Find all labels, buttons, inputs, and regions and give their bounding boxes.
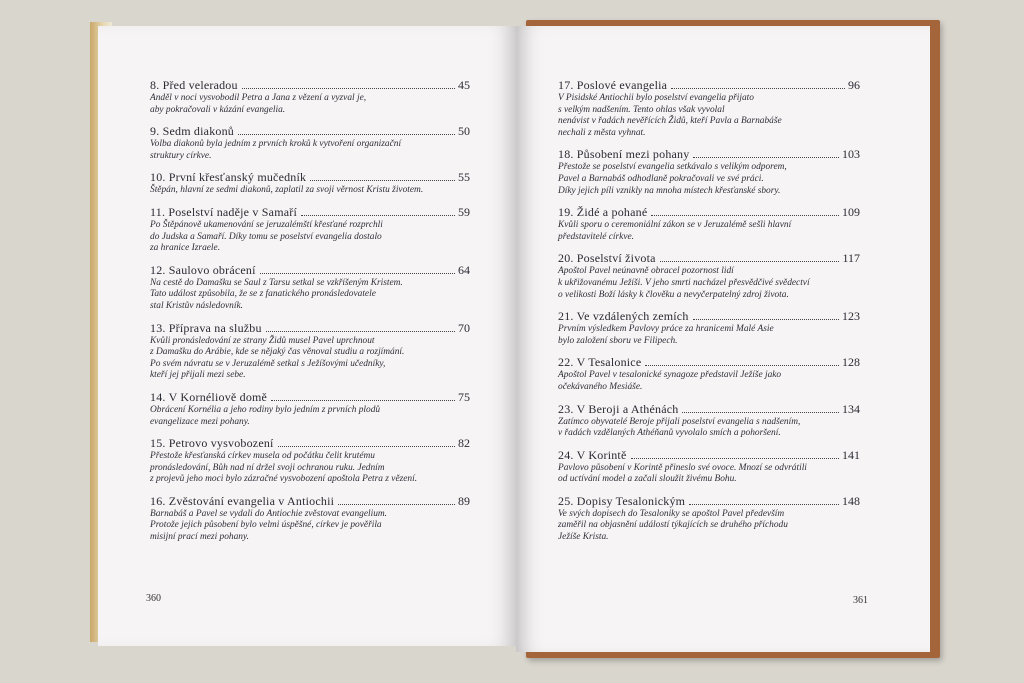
toc-entry-heading bbox=[150, 321, 470, 335]
chapter-page-number: 123 bbox=[842, 309, 860, 324]
chapter-page-number: 89 bbox=[458, 493, 470, 508]
toc-entry-heading bbox=[558, 494, 860, 508]
chapter-title: 17. Poslové evangelia bbox=[558, 78, 668, 92]
summary-line: kteří jej přijali mezi sebe. bbox=[150, 370, 246, 381]
chapter-title: 25. Dopisy Tesalonickým bbox=[558, 493, 686, 508]
chapter-summary bbox=[558, 162, 860, 197]
toc-entry-heading bbox=[150, 124, 470, 138]
dot-leader bbox=[689, 504, 839, 505]
summary-line: Po svém návratu se v Jeruzalémě setkal s Ježíšovými učedníky, bbox=[150, 358, 386, 369]
toc-entry bbox=[150, 494, 470, 544]
summary-line: V Pisidské Antiochii bylo poselství evangelia přijato bbox=[558, 93, 754, 103]
chapter-page-number: 96 bbox=[848, 78, 860, 92]
summary-line: s velkým nadšením. Tento ohlas však vyvolal bbox=[558, 104, 725, 115]
chapter-page-number: 148 bbox=[842, 493, 860, 508]
chapter-title: 23. V Beroji a Athénách bbox=[558, 401, 679, 416]
chapter-summary bbox=[150, 451, 470, 486]
summary-line: Volba diakonů byla jedním z prvních kroků k vytvoření organizační bbox=[150, 139, 402, 150]
summary-line: k ukřižovanému Ježíši. V jeho smrti nacházel přesvědčivé svědectví bbox=[558, 277, 810, 288]
chapter-title: 21. Ve vzdálených zemích bbox=[558, 309, 689, 324]
summary-line: od uctívání model a začali sloužit živému Bohu. bbox=[558, 474, 737, 485]
chapter-summary bbox=[150, 93, 470, 116]
summary-line: Ve svých dopisech do Tesaloniky se apoštol Pavel především bbox=[558, 508, 785, 519]
dot-leader bbox=[660, 261, 840, 262]
dot-leader bbox=[671, 88, 845, 89]
summary-line: Tato událost způsobila, že se z fanatického pronásledovatele bbox=[150, 289, 376, 300]
toc-entry bbox=[558, 251, 860, 301]
chapter-page-number: 45 bbox=[458, 78, 470, 92]
toc-entry bbox=[150, 205, 470, 255]
chapter-summary bbox=[150, 278, 470, 313]
chapter-summary bbox=[558, 509, 860, 544]
toc-entry-heading bbox=[150, 436, 470, 450]
summary-line: stal Kristův následovník. bbox=[150, 300, 243, 311]
summary-line: z Damašku do Arábie, kde se nějaký čas věnoval studiu a rozjímání. bbox=[150, 347, 405, 358]
toc-entry-heading bbox=[150, 263, 470, 277]
summary-line: struktury církve. bbox=[150, 150, 212, 161]
chapter-title: 19. Židé a pohané bbox=[558, 205, 648, 220]
chapter-summary bbox=[150, 336, 470, 382]
chapter-page-number: 50 bbox=[458, 124, 470, 139]
toc-entry bbox=[558, 78, 860, 139]
chapter-title: 11. Poselství naděje v Samaří bbox=[150, 204, 297, 219]
toc-entry bbox=[150, 436, 470, 486]
chapter-page-number: 59 bbox=[458, 204, 470, 219]
chapter-summary bbox=[558, 220, 860, 243]
chapter-title: 16. Zvěstování evangelia v Antiochii bbox=[150, 493, 335, 508]
dot-leader bbox=[266, 331, 455, 332]
chapter-summary bbox=[150, 509, 470, 544]
page-number-right: 361 bbox=[853, 595, 868, 606]
summary-line: Obrácení Kornélia a jeho rodiny bylo jedním z prvních plodů bbox=[150, 404, 381, 415]
dot-leader bbox=[338, 504, 455, 505]
chapter-title: 14. V Kornéliově domě bbox=[150, 389, 268, 404]
dot-leader bbox=[271, 400, 455, 401]
chapter-title: 15. Petrovo vysvobození bbox=[150, 436, 274, 451]
chapter-page-number: 117 bbox=[842, 251, 860, 266]
toc-entry bbox=[558, 402, 860, 440]
toc-list-right bbox=[558, 78, 860, 544]
toc-entry bbox=[150, 390, 470, 428]
summary-line: Pavel a Barnabáš odhodlaně pokračovali ve své práci. bbox=[558, 173, 764, 184]
summary-line: Na cestě do Damašku se Saul z Tarsu setkal se vzkříšeným Kristem. bbox=[150, 277, 403, 288]
chapter-page-number: 75 bbox=[458, 389, 470, 404]
toc-entry-heading bbox=[558, 355, 860, 369]
summary-line: Štěpán, hlavní ze sedmi diakonů, zaplatil za svoji věrnost Kristu životem. bbox=[150, 185, 424, 196]
summary-line: očekávaného Mesiáše. bbox=[558, 381, 643, 392]
chapter-page-number: 103 bbox=[842, 147, 860, 162]
summary-line: o velikosti Boží lásky k člověku a nevyčerpatelný zdroj života. bbox=[558, 289, 789, 300]
summary-line: Zatímco obyvatelé Beroje přijali poselství evangelia s nadšením, bbox=[558, 416, 801, 427]
dot-leader bbox=[260, 273, 455, 274]
summary-line: Kvůli pronásledování ze strany Židů musel Pavel uprchnout bbox=[150, 335, 375, 346]
summary-line: Apoštol Pavel v tesalonické synagoze představil Ježíše jako bbox=[558, 370, 782, 381]
chapter-page-number: 70 bbox=[458, 320, 470, 335]
summary-line: Díky jejich píli vznikly na mnoha místech křesťanské sbory. bbox=[558, 185, 781, 196]
summary-line: Přestože se poselství evangelia setkávalo s velikým odporem, bbox=[558, 162, 787, 173]
dot-leader bbox=[278, 446, 455, 447]
chapter-summary bbox=[558, 324, 860, 347]
dot-leader bbox=[238, 134, 455, 135]
toc-entry bbox=[150, 124, 470, 162]
chapter-title: 8. Před veleradou bbox=[150, 78, 238, 92]
chapter-page-number: 109 bbox=[842, 205, 860, 220]
summary-line: Anděl v noci vysvobodil Petra a Jana z vězení a vyzval je, bbox=[150, 93, 367, 103]
page-number-left: 360 bbox=[146, 593, 161, 604]
chapter-page-number: 55 bbox=[458, 170, 470, 185]
chapter-title: 18. Působení mezi pohany bbox=[558, 147, 690, 162]
dot-leader bbox=[645, 365, 839, 366]
chapter-page-number: 141 bbox=[842, 447, 860, 462]
chapter-summary bbox=[150, 405, 470, 428]
toc-entry-heading bbox=[558, 205, 860, 219]
toc-entry-heading bbox=[150, 78, 470, 92]
dot-leader bbox=[651, 215, 839, 216]
summary-line: pronásledování, Bůh nad ní držel svoji ochranou ruku. Jedním bbox=[150, 462, 385, 473]
summary-line: Kvůli sporu o ceremoniální zákon se v Jeruzalémě sešli hlavní bbox=[558, 220, 792, 231]
chapter-title: 10. První křesťanský mučedník bbox=[150, 170, 307, 185]
summary-line: bylo založení sboru ve Filipech. bbox=[558, 335, 678, 346]
chapter-summary bbox=[558, 463, 860, 486]
dot-leader bbox=[301, 215, 455, 216]
summary-line: Apoštol Pavel neúnavně obracel pozornost lidí bbox=[558, 266, 734, 277]
summary-line: Přestože křesťanská církev musela od počátku čelit krutému bbox=[150, 451, 375, 462]
chapter-page-number: 82 bbox=[458, 436, 470, 451]
summary-line: aby pokračovali v kázání evangelia. bbox=[150, 104, 286, 115]
chapter-title: 24. V Korintě bbox=[558, 447, 627, 462]
toc-entry bbox=[150, 170, 470, 197]
summary-line: Pavlovo působení v Korintě přineslo své ovoce. Mnozí se odvrátili bbox=[558, 462, 807, 473]
chapter-title: 22. V Tesalonice bbox=[558, 355, 642, 370]
summary-line: nechali z města vyhnat. bbox=[558, 127, 646, 138]
chapter-title: 13. Příprava na službu bbox=[150, 320, 262, 335]
toc-entry bbox=[558, 355, 860, 393]
toc-entry bbox=[558, 494, 860, 544]
toc-entry bbox=[558, 205, 860, 243]
toc-entry bbox=[558, 147, 860, 197]
toc-entry-heading bbox=[558, 78, 860, 92]
toc-entry-heading bbox=[558, 448, 860, 462]
toc-entry-heading bbox=[558, 251, 860, 265]
summary-line: misijní prací mezi pohany. bbox=[150, 532, 249, 543]
summary-line: v řadách vzdělaných Athéňanů vyvolalo smích a pohoršení. bbox=[558, 428, 781, 439]
summary-line: do Judska a Samaří. Díky tomu se poselství evangelia dostalo bbox=[150, 231, 382, 242]
summary-line: Ježíše Krista. bbox=[558, 532, 609, 543]
toc-list-left bbox=[150, 78, 470, 544]
dot-leader bbox=[631, 458, 840, 459]
summary-line: představitelé církve. bbox=[558, 231, 635, 242]
chapter-page-number: 64 bbox=[458, 262, 470, 277]
summary-line: Prvním výsledkem Pavlovy práce za hranicemi Malé Asie bbox=[558, 324, 774, 335]
summary-line: nenávist v řadách nevěřících Židů, kteří Pavla a Barnabáše bbox=[558, 116, 782, 127]
dot-leader bbox=[682, 412, 839, 413]
toc-entry bbox=[150, 321, 470, 382]
chapter-summary bbox=[150, 220, 470, 255]
toc-entry-heading bbox=[150, 170, 470, 184]
summary-line: z projevů jeho moci bylo zázračné vysvobození apoštola Petra z vězení. bbox=[150, 474, 418, 485]
right-page bbox=[516, 26, 930, 652]
chapter-summary bbox=[558, 93, 860, 139]
summary-line: Protože jejich působení bylo velmi úspěšné, církev je pověřila bbox=[150, 520, 382, 531]
toc-entry-heading bbox=[150, 390, 470, 404]
chapter-title: 12. Saulovo obrácení bbox=[150, 262, 256, 277]
chapter-summary bbox=[558, 370, 860, 393]
chapter-page-number: 128 bbox=[842, 355, 860, 370]
summary-line: zaměřil na objasnění událostí týkajících se druhého příchodu bbox=[558, 520, 788, 531]
toc-entry-heading bbox=[558, 309, 860, 323]
toc-entry bbox=[150, 263, 470, 313]
summary-line: za hranice Izraele. bbox=[150, 243, 221, 254]
toc-entry bbox=[558, 309, 860, 347]
chapter-title: 9. Sedm diakonů bbox=[150, 124, 234, 139]
toc-entry-heading bbox=[150, 494, 470, 508]
left-page bbox=[98, 26, 516, 646]
chapter-page-number: 134 bbox=[842, 401, 860, 416]
chapter-summary bbox=[150, 139, 470, 162]
dot-leader bbox=[693, 157, 839, 158]
dot-leader bbox=[242, 88, 455, 89]
chapter-summary bbox=[558, 266, 860, 301]
toc-entry-heading bbox=[150, 205, 470, 219]
chapter-title: 20. Poselství života bbox=[558, 251, 656, 266]
summary-line: Po Štěpánově ukamenování se jeruzalémští křesťané rozprchli bbox=[150, 219, 383, 230]
toc-entry-heading bbox=[558, 147, 860, 161]
summary-line: evangelizace mezi pohany. bbox=[150, 416, 250, 427]
toc-entry-heading bbox=[558, 402, 860, 416]
chapter-summary bbox=[558, 417, 860, 440]
summary-line: Barnabáš a Pavel se vydali do Antiochie zvěstovat evangelium. bbox=[150, 508, 388, 519]
chapter-summary bbox=[150, 185, 470, 197]
toc-entry bbox=[150, 78, 470, 116]
toc-entry bbox=[558, 448, 860, 486]
dot-leader bbox=[693, 319, 839, 320]
dot-leader bbox=[310, 180, 455, 181]
